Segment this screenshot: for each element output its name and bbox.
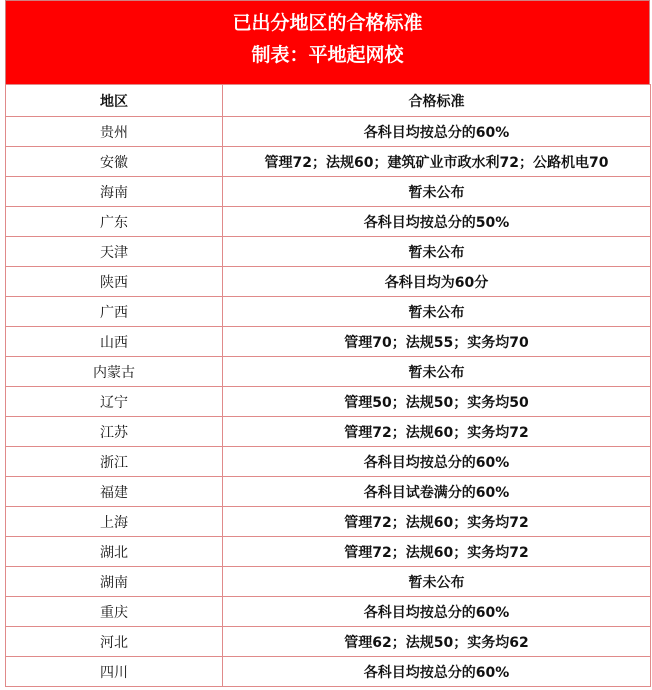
standard-cell[interactable]: 暂未公布	[223, 297, 651, 327]
table-row	[6, 387, 651, 417]
standard-cell[interactable]: 管理50；法规50；实务均50	[223, 387, 651, 417]
table-row	[6, 657, 651, 687]
standard-cell[interactable]: 各科目均按总分的60%	[223, 657, 651, 687]
table-row	[6, 357, 651, 387]
table-row	[6, 267, 651, 297]
standard-cell[interactable]: 管理72；法规60；实务均72	[223, 537, 651, 567]
table-row	[6, 567, 651, 597]
standard-cell[interactable]: 管理72；法规60；实务均72	[223, 507, 651, 537]
column-header-standard[interactable]: 合格标准	[223, 85, 651, 117]
region-cell[interactable]: 福建	[6, 477, 223, 507]
standard-cell[interactable]: 各科目均按总分的60%	[223, 117, 651, 147]
region-cell[interactable]: 内蒙古	[6, 357, 223, 387]
standards-table	[5, 84, 651, 687]
standard-cell[interactable]: 各科目均按总分的50%	[223, 207, 651, 237]
table-row	[6, 177, 651, 207]
table-row	[6, 147, 651, 177]
standard-cell[interactable]: 各科目均为60分	[223, 267, 651, 297]
region-cell[interactable]: 贵州	[6, 117, 223, 147]
region-cell[interactable]: 辽宁	[6, 387, 223, 417]
table-row	[6, 237, 651, 267]
table-row	[6, 447, 651, 477]
spreadsheet	[5, 0, 650, 687]
region-cell[interactable]: 天津	[6, 237, 223, 267]
standard-cell[interactable]: 暂未公布	[223, 177, 651, 207]
standard-cell[interactable]: 暂未公布	[223, 357, 651, 387]
table-row	[6, 297, 651, 327]
standard-cell[interactable]: 管理72；法规60；建筑矿业市政水利72；公路机电70	[223, 147, 651, 177]
standard-cell[interactable]: 暂未公布	[223, 237, 651, 267]
region-cell[interactable]: 浙江	[6, 447, 223, 477]
region-cell[interactable]: 重庆	[6, 597, 223, 627]
region-cell[interactable]: 安徽	[6, 147, 223, 177]
table-header-row	[6, 85, 651, 117]
region-cell[interactable]: 海南	[6, 177, 223, 207]
region-cell[interactable]: 河北	[6, 627, 223, 657]
standard-cell[interactable]: 暂未公布	[223, 567, 651, 597]
standard-cell[interactable]: 管理70；法规55；实务均70	[223, 327, 651, 357]
region-cell[interactable]: 湖南	[6, 567, 223, 597]
table-row	[6, 477, 651, 507]
region-cell[interactable]: 陕西	[6, 267, 223, 297]
table-row	[6, 627, 651, 657]
region-cell[interactable]: 四川	[6, 657, 223, 687]
region-cell[interactable]: 上海	[6, 507, 223, 537]
column-header-region[interactable]: 地区	[6, 85, 223, 117]
region-cell[interactable]: 山西	[6, 327, 223, 357]
standard-cell[interactable]: 各科目均按总分的60%	[223, 597, 651, 627]
table-row	[6, 417, 651, 447]
table-row	[6, 507, 651, 537]
standard-cell[interactable]: 各科目试卷满分的60%	[223, 477, 651, 507]
page-title: 已出分地区的合格标准	[232, 12, 423, 34]
table-row	[6, 117, 651, 147]
standard-cell[interactable]: 管理62；法规50；实务均62	[223, 627, 651, 657]
region-cell[interactable]: 广东	[6, 207, 223, 237]
standard-cell[interactable]: 各科目均按总分的60%	[223, 447, 651, 477]
table-row	[6, 207, 651, 237]
region-cell[interactable]: 湖北	[6, 537, 223, 567]
page-subtitle: 制表：平地起网校	[251, 44, 404, 66]
region-cell[interactable]: 广西	[6, 297, 223, 327]
table-row	[6, 597, 651, 627]
table-row	[6, 327, 651, 357]
standard-cell[interactable]: 管理72；法规60；实务均72	[223, 417, 651, 447]
region-cell[interactable]: 江苏	[6, 417, 223, 447]
table-body	[6, 85, 651, 687]
table-row	[6, 537, 651, 567]
title-banner	[5, 0, 650, 84]
